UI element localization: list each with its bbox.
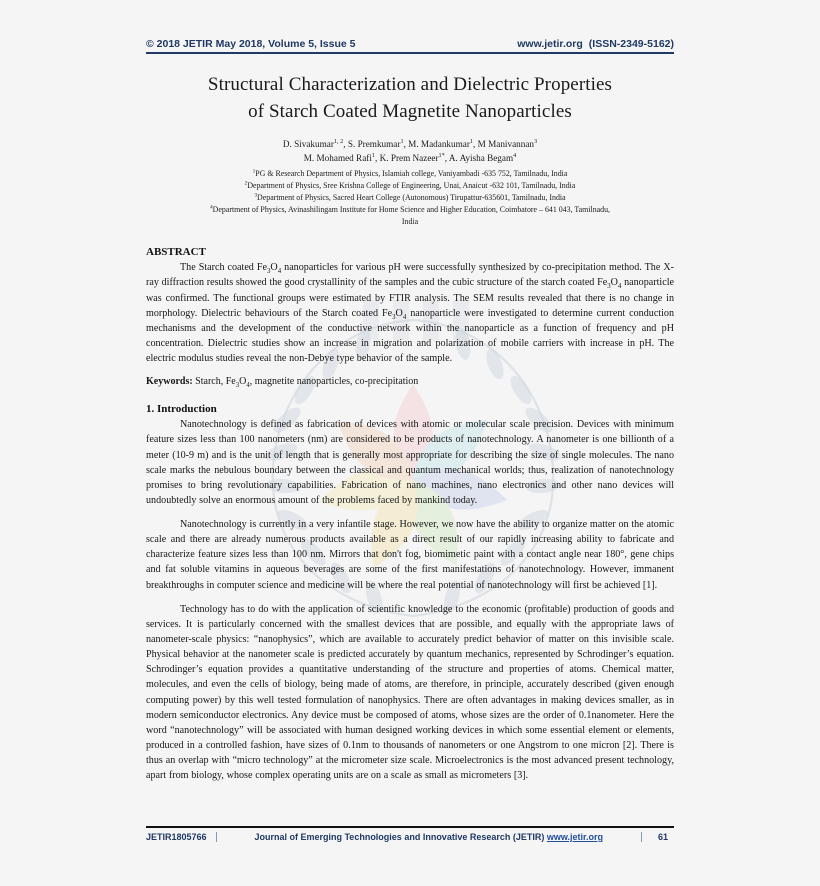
introduction-paragraph-2: Nanotechnology is currently in a very infantile stage. However, we now have the ability to organize matter on the atomic scale and there are already numerous products available as a direct result of our rapidly increasing ability to fabricate and characterize feature sizes less than 100 nm. Mirrors that don't fog, biomimetic paint with a contact angle near 180°, gene chips and fat soluble vitamins in aqueous beverages are some of the first manifestations of nanotechnology. However, immanent breakthroughs in computer science and medicine will be where the real potential of nanotechnology will first be achieved [1]. [146,519,674,591]
title-line-2: of Starch Coated Magnetite Nanoparticles [248,100,572,122]
abstract-heading: ABSTRACT [146,246,206,259]
author-line-1: D. Sivakumar$^{1, 2}$, S. Premkumar$^1$, M. Madankumar$^1$, M Manivannan$^3$ [282,137,538,149]
affiliation-1: $^1$PG & Research Department of Physics, Islamiah college, Vaniyambadi -635 752, Tamilnadu, India [252,168,568,179]
introduction-paragraph-1: Nanotechnology is defined as fabrication of devices with atomic or molecular scale precision. Devices with minimum feature sizes less than 100 nanometers (nm) are considered to be products of nanotechnology. A nanometer is one billionth of a meter (10-9 m) and is the unit of length that is generally most appropriate for describing the size of single molecules. The nano scale marks the nebulous boundary between the classical and quantum mechanical worlds; thus, realization of nanotechnology promises to bring revolutionary capabilities. Fabrication of nano machines, nano electronics and other nano devices will undoubtedly solve an enormous amount of the problems faced by mankind today. [146,419,674,506]
footer-journal-title: Journal of Emerging Technologies and Innovative Research (JETIR) [254,832,545,842]
affiliation-2: $^2$Department of Physics, Sree Krishna College of Engineering, Unai, Anaicut -632 101, Tamilnadu, India [244,180,576,191]
header-site-url[interactable]: www.jetir.org [517,38,583,50]
author-line-2: M. Mohamed Rafi$^1$, K. Prem Nazeer$^{1*}$, A. Ayisha Begam$^4$ [303,151,517,163]
footer-url[interactable]: www.jetir.org [546,832,604,842]
page-title [146,72,674,126]
header-issn: (ISSN-2349-5162) [588,38,674,50]
header-issue-info: © 2018 JETIR May 2018, Volume 5, Issue 5 [146,38,356,50]
affiliation-5: India [401,217,419,227]
affiliation-list [146,168,674,228]
page-content [146,72,674,792]
affiliation-4: $^4$Department of Physics, Avinashilingam Institute for Home Science and Higher Education, Coimbatore – 641 043, Tamilnadu, [209,204,611,215]
author-list [146,138,674,165]
footer-journal-name [216,832,642,842]
page-header [146,38,674,54]
keywords-label: Keywords: [146,376,193,388]
header-journal-info [517,38,674,50]
footer-page-number: 61 [657,832,668,842]
title-line-1: Structural Characterization and Dielectric Properties [207,74,613,95]
abstract-text: The Starch coated $Fe_3O_4$ nanoparticles for various pH were successfully synthesized by co-precipitation method. The X-ray diffraction results showed the good crystallinity of the samples and the cubic structure of the starch coated $Fe_3O_4$ nanoparticle was confirmed. The functional groups were estimated by FTIR analysis. The SEM results revealed that there is no change in morphology. Dielectric behaviours of the Starch coated $Fe_3O_4$ nanoparticle were investigated to determine current conduction mechanisms and the development of the conductive network within the nanoparticle as a function of frequency and pH concentration. Dielectric studies show an increase in migration and polarization of mobile carriers with increase in pH. The electric modulus studies reveal the non-Debye type behavior of the sample. [146,262,675,365]
footer-paper-id: JETIR1805766 [146,832,207,842]
keywords-line: Keywords: Starch, $Fe_3O_4$, magnetite nanoparticles, co-precipitation [146,376,419,390]
introduction-paragraph-3: Technology has to do with the application of scientific knowledge to the economic (profitable) production of goods and services. It is particularly concerned with the smallest devices that are possible, and equally with the appropriate laws of nanometer-scale physics: “nanophysics”, which are available to accurately predict behavior of matter on this invisible scale. Physical behavior at the nanometer scale is predicted accurately by quantum mechanics, represented by Schrodinger’s equation. Schrodinger’s equation provides a quantitative understanding of the structure and properties of atoms. Chemical matter, molecules, and even the cells of biology, being made of atoms, are therefore, in principle, accurately described (given enough computing power) by this well tested formulation of nanophysics. There are often advantages in making devices smaller, as in modern semiconductor electronics. Any device must be composed of atoms, whose sizes are the order of 0.1nanometer. Here the word “nanotechnology” will be associated with human designed working devices in which some essential element or elements, produced in a controlled fashion, have sizes of 0.1nm to thousands of nanometers or one Angstrom to one micron [2]. There is thus an overlap with “micro technology” at the micrometer size scale. Microelectronics is the most advanced present technology, apart from biology, whose complex operating units are on a scale as small as micrometers [3]. [146,603,674,782]
affiliation-3: $^3$Department of Physics, Sacred Heart College (Autonomous) Tirupattur-635601, Tamilnadu, India [254,192,566,203]
introduction-heading: 1. Introduction [146,403,217,416]
page-footer [146,826,674,842]
